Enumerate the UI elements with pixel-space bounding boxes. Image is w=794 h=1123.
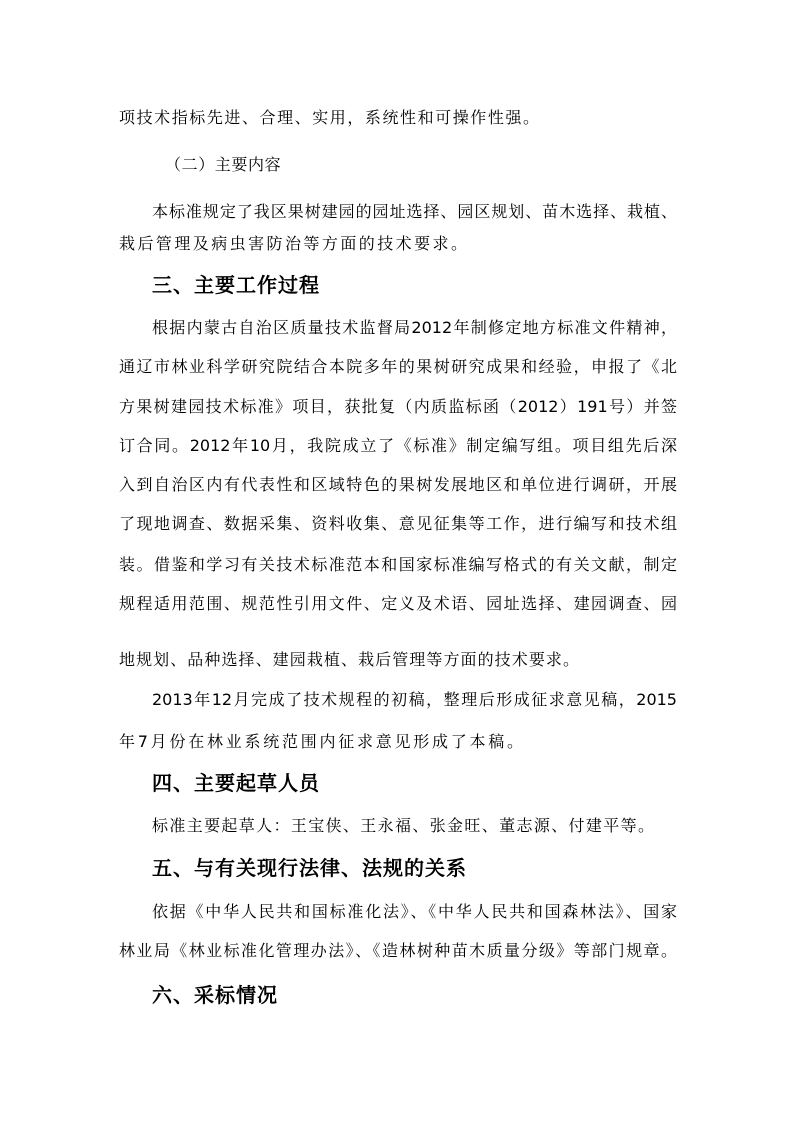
paragraph-line: 标准主要起草人：王宝侠、王永福、张金旺、董志源、付建平等。	[152, 816, 654, 835]
section-heading: 五、与有关现行法律、法规的关系	[152, 856, 467, 880]
paragraph-line: 订合同。2012年10月，我院成立了《标准》制定编写组。项目组先后深	[119, 436, 677, 455]
paragraph-line: 依据《中华人民共和国标准化法》、《中华人民共和国森林法》、国家	[152, 902, 677, 921]
paragraph-line: 规程适用范围、规范性引用文件、定义及术语、园址选择、建园调查、园	[119, 594, 677, 613]
paragraph-line: 2013年12月完成了技术规程的初稿，整理后形成征求意见稿，2015	[152, 690, 677, 709]
paragraph-line: 地规划、品种选择、建园栽植、栽后管理等方面的技术要求。	[119, 650, 579, 669]
subsection-title: （二）主要内容	[165, 155, 282, 174]
paragraph-line: 根据内蒙古自治区质量技术监督局2012年制修定地方标准文件精神，	[152, 318, 677, 337]
paragraph-line: 装。借鉴和学习有关技术标准范本和国家标准编写格式的有关文献，制定	[119, 555, 677, 574]
paragraph-line: 林业局《林业标准化管理办法》、《造林树种苗木质量分级》等部门规章。	[119, 941, 677, 960]
paragraph-line: 了现地调查、数据采集、资料收集、意见征集等工作，进行编写和技术组	[119, 514, 677, 533]
paragraph-line: 本标准规定了我区果树建园的园址选择、园区规划、苗木选择、栽植、	[152, 202, 677, 221]
paragraph-line: 项技术指标先进、合理、实用，系统性和可操作性强。	[119, 108, 539, 127]
section-heading: 三、主要工作过程	[152, 273, 320, 297]
paragraph-line: 年7月份在林业系统范围内征求意见形成了本稿。	[119, 732, 523, 751]
section-heading: 四、主要起草人员	[152, 771, 320, 795]
paragraph-line: 栽后管理及病虫害防治等方面的技术要求。	[119, 234, 467, 253]
section-heading: 六、采标情况	[152, 983, 278, 1007]
paragraph-line: 方果树建园技术标准》项目，获批复（内质监标函（2012）191号）并签	[119, 397, 677, 416]
paragraph-line: 入到自治区内有代表性和区域特色的果树发展地区和单位进行调研，开展	[119, 475, 677, 494]
paragraph-line: 通辽市林业科学研究院结合本院多年的果树研究成果和经验，申报了《北	[119, 357, 677, 376]
